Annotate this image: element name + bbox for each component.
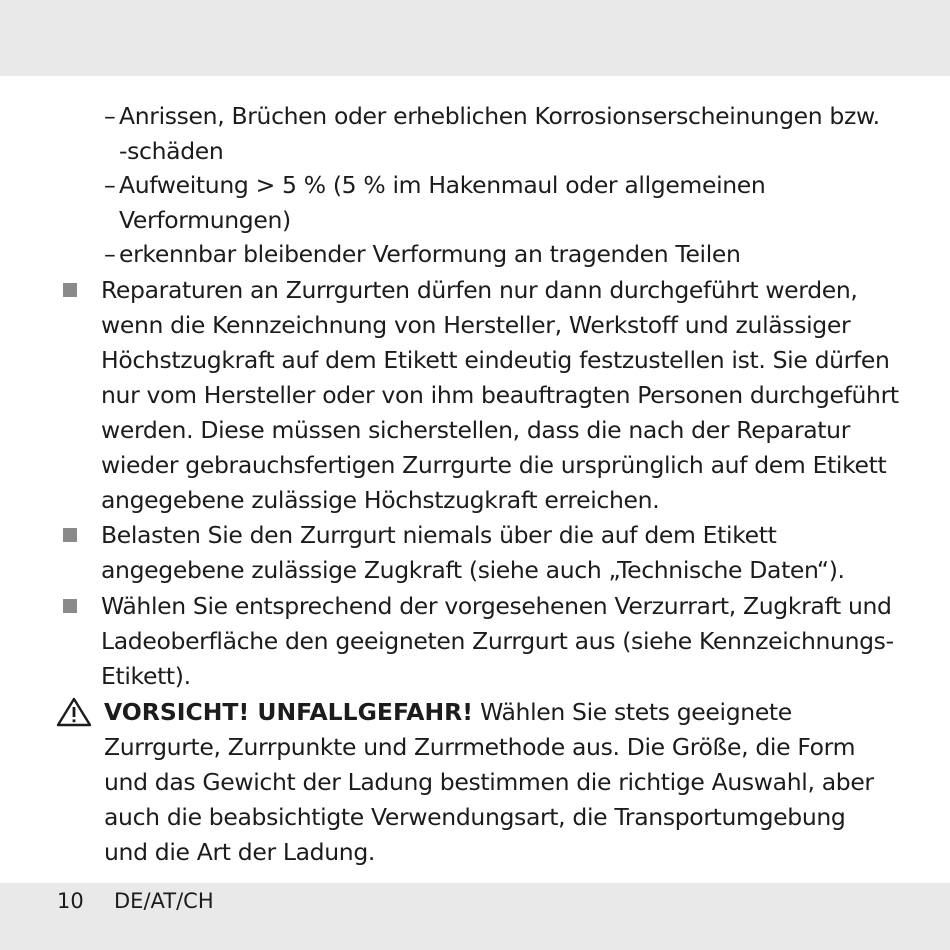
warning-triangle-icon xyxy=(56,697,92,727)
page-number: 10 xyxy=(57,889,84,913)
bullet-item-text: Reparaturen an Zurrgurten dürfen nur dann durchgeführt werden, wenn die Kennzeichnung von Hersteller, Werkstoff und zulässiger Höchstzugkraft auf dem Etikett eindeutig festzustellen ist. Sie dürfen nur vom Hersteller oder von ihm beauftragten Personen durchgeführt werden. Diese müssen sicherstellen, dass die nach der Reparatur wieder gebrauchsfertigen Zurrgurte die ursprünglich auf dem Etikett angegebene zulässige Höchstzugkraft erreichen. xyxy=(101,276,899,514)
warning-text: Wählen Sie stets geeignete Zurrgurte, Zurrpunkte und Zurrmethode aus. Die Größe, die Form und das Gewicht der Ladung bestimmen die richtige Auswahl, aber auch die beabsichtigte Verwendungsart, die Transportumgebung und die Art der Ladung. xyxy=(104,698,874,866)
dash-item-text: Anrissen, Brüchen oder erheblichen Korrosionserscheinungen bzw. -schäden xyxy=(119,102,880,165)
dash-item-deformation xyxy=(104,237,894,272)
warning-label: VORSICHT! UNFALLGEFAHR! xyxy=(104,698,473,726)
dash-item-cracks xyxy=(104,99,894,168)
country-codes: DE/AT/CH xyxy=(114,889,214,913)
bullet-item-text: Belasten Sie den Zurrgurt niemals über die auf dem Etikett angegebene zulässige Zugkraft (siehe auch „Technische Daten“). xyxy=(101,521,845,584)
warning-text-block xyxy=(104,695,896,870)
header-band xyxy=(0,0,950,76)
square-bullet-icon xyxy=(63,528,77,542)
bullet-item-text: Wählen Sie entsprechend der vorgesehenen Verzurrart, Zugkraft und Ladeoberfläche den geeigneten Zurrgurt aus (siehe Kennzeichnungs-Etikett). xyxy=(101,592,894,690)
dash-marker: – xyxy=(104,171,116,199)
dash-item-text: Aufweitung > 5 % (5 % im Hakenmaul oder allgemeinen Verformungen) xyxy=(119,171,766,234)
dash-marker: – xyxy=(104,240,116,268)
dash-item-text: erkennbar bleibender Verformung an tragenden Teilen xyxy=(119,240,741,268)
dash-marker: – xyxy=(104,102,116,130)
square-bullet-icon xyxy=(63,283,77,297)
square-bullet-icon xyxy=(63,599,77,613)
dash-item-widening xyxy=(104,168,894,237)
